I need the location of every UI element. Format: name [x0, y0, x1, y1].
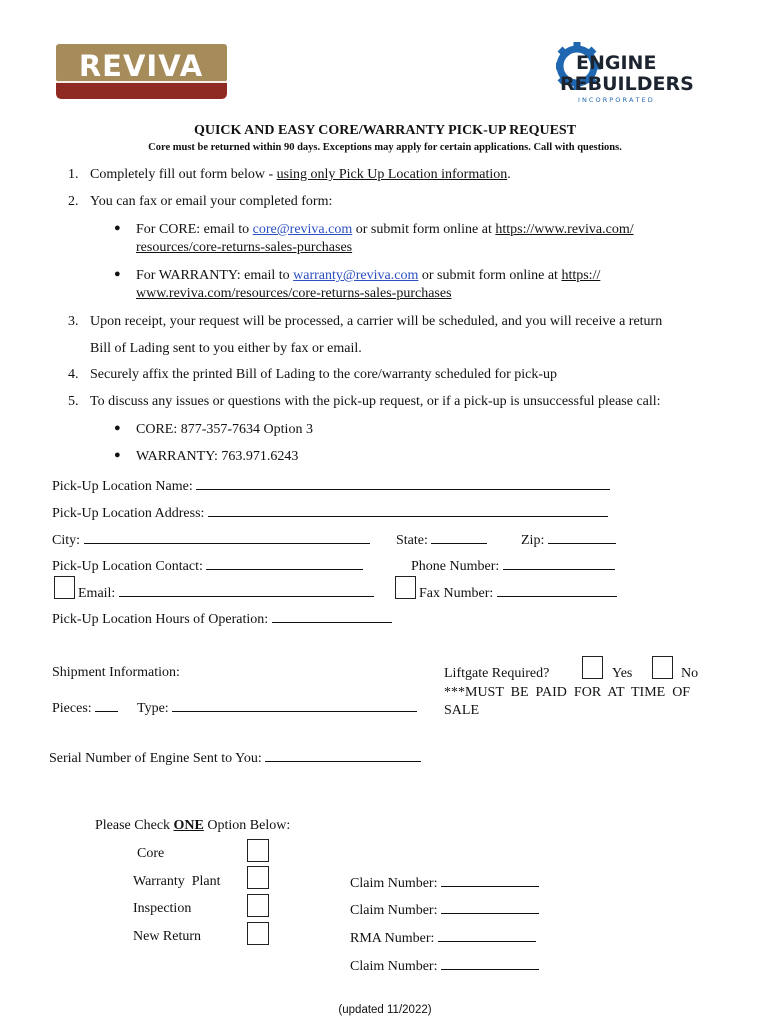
reviva-logo [56, 44, 227, 99]
pieces-row: Pieces: [52, 698, 118, 717]
bullet-icon: ● [114, 222, 121, 234]
must-pay-note: ***MUST BE PAID FOR AT TIME OF [444, 685, 691, 700]
liftgate-yes-checkbox[interactable] [582, 656, 603, 679]
state-field[interactable] [431, 530, 487, 544]
location-address-row: Pick-Up Location Address: [52, 503, 608, 522]
page-title: QUICK AND EASY CORE/WARRANTY PICK-UP REQUEST [193, 123, 577, 138]
phone-core: CORE: 877-357-7634 Option 3 [136, 422, 313, 437]
bullet-icon: ● [114, 422, 121, 434]
type-field[interactable] [172, 698, 417, 712]
instruction-step-2: 2. You can fax or email your completed form: [68, 194, 333, 209]
email-field[interactable] [119, 583, 374, 597]
option-warranty-plant-label: Warranty Plant [133, 874, 221, 889]
liftgate-no-checkbox[interactable] [652, 656, 673, 679]
claim-number-row-3: Claim Number: [350, 956, 539, 975]
instruction-step-3-cont: Bill of Lading sent to you either by fax or email. [90, 341, 362, 356]
zip-row: Zip: [521, 530, 616, 549]
location-name-field[interactable] [196, 476, 610, 490]
option-warranty-plant-checkbox[interactable] [247, 866, 269, 889]
instruction-step-3: 3. Upon receipt, your request will be processed, a carrier will be scheduled, and you will receive a return [68, 314, 663, 329]
core-url-link[interactable]: https://www.reviva.com/ [495, 222, 634, 237]
core-url-link-cont[interactable]: resources/core-returns-sales-purchases [136, 240, 353, 255]
core-email-line: For CORE: email to core@reviva.com or submit form online at https://www.reviva.com/ [136, 222, 634, 237]
city-field[interactable] [84, 530, 370, 544]
engine-rebuilders-logo [556, 40, 726, 104]
liftgate-no-label: No [681, 666, 699, 681]
phone-warranty: WARRANTY: 763.971.6243 [136, 449, 299, 464]
email-checkbox[interactable] [54, 576, 75, 599]
instruction-step-1: 1. Completely fill out form below - using only Pick Up Location information. [68, 167, 511, 182]
options-intro: Please Check ONE Option Below: [95, 818, 291, 833]
claim-number-row-1: Claim Number: [350, 873, 539, 892]
must-pay-note-cont: SALE [444, 703, 479, 718]
claim-number-field-1[interactable] [441, 873, 539, 887]
warranty-email-line: For WARRANTY: email to warranty@reviva.com or submit form online at https:// [136, 268, 601, 283]
reviva-logo-text: REVIVA [78, 49, 204, 83]
core-email-link[interactable]: core@reviva.com [252, 222, 353, 237]
serial-field[interactable] [265, 748, 421, 762]
rma-number-field[interactable] [438, 928, 536, 942]
claim-number-field-3[interactable] [441, 956, 539, 970]
state-row: State: [396, 530, 487, 549]
location-name-row: Pick-Up Location Name: [52, 476, 610, 495]
rma-number-row: RMA Number: [350, 928, 536, 947]
fax-row: Fax Number: [419, 583, 617, 602]
warranty-url-link[interactable]: https:// [561, 268, 601, 283]
erb-logo-line1: ENGINE [576, 52, 657, 74]
claim-number-field-2[interactable] [441, 900, 539, 914]
shipment-label: Shipment Information: [52, 665, 180, 680]
page-subtitle: Core must be returned within 90 days. Exceptions may apply for certain applications. Call with questions. [148, 142, 622, 153]
bullet-icon: ● [114, 449, 121, 461]
hours-row: Pick-Up Location Hours of Operation: [52, 609, 392, 628]
erb-logo-line3: I N C O R P O R A T E D [578, 96, 653, 104]
phone-row: Phone Number: [411, 556, 615, 575]
option-core-checkbox[interactable] [247, 839, 269, 862]
liftgate-yes-label: Yes [612, 666, 633, 681]
serial-row: Serial Number of Engine Sent to You: [49, 748, 421, 767]
option-inspection-checkbox[interactable] [247, 894, 269, 917]
contact-field[interactable] [206, 556, 363, 570]
warranty-url-link-cont[interactable]: www.reviva.com/resources/core-returns-sales-purchases [136, 286, 452, 301]
instruction-step-5: 5. To discuss any issues or questions with the pick-up request, or if a pick-up is unsuccessful please call: [68, 394, 661, 409]
zip-field[interactable] [548, 530, 616, 544]
warranty-email-link[interactable]: warranty@reviva.com [293, 268, 419, 283]
option-new-return-label: New Return [133, 929, 202, 944]
instruction-step-4: 4. Securely affix the printed Bill of Lading to the core/warranty scheduled for pick-up [68, 367, 558, 382]
fax-field[interactable] [497, 583, 617, 597]
updated-note: (updated 11/2022) [338, 1004, 432, 1016]
contact-row: Pick-Up Location Contact: [52, 556, 363, 575]
city-row: City: [52, 530, 370, 549]
liftgate-label: Liftgate Required? [444, 666, 550, 681]
pieces-field[interactable] [95, 698, 118, 712]
erb-logo-line2: REBUILDERS [560, 73, 694, 95]
option-core-label: Core [137, 846, 165, 861]
option-new-return-checkbox[interactable] [247, 922, 269, 945]
claim-number-row-2: Claim Number: [350, 900, 539, 919]
email-row: Email: [78, 583, 374, 602]
fax-checkbox[interactable] [395, 576, 416, 599]
type-row: Type: [137, 698, 417, 717]
phone-field[interactable] [503, 556, 615, 570]
bullet-icon: ● [114, 268, 121, 280]
hours-field[interactable] [272, 609, 392, 623]
location-address-field[interactable] [208, 503, 608, 517]
option-inspection-label: Inspection [133, 901, 192, 916]
